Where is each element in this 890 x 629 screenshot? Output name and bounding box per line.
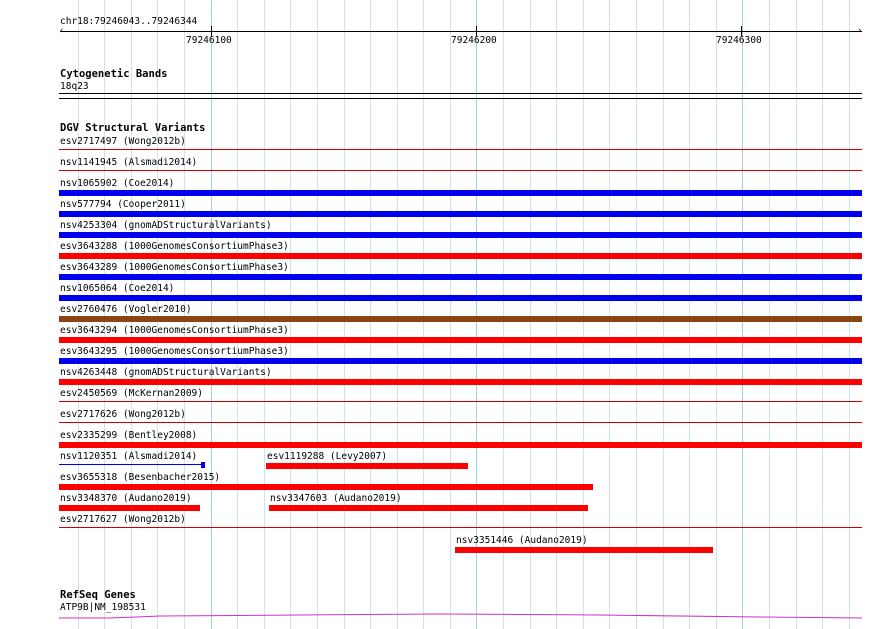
- variant-bar[interactable]: [455, 547, 713, 553]
- variant-label[interactable]: esv3643289 (1000GenomesConsortiumPhase3): [60, 262, 289, 273]
- cytoband-label[interactable]: 18q23: [60, 81, 89, 92]
- variant-bar[interactable]: [59, 505, 200, 511]
- variant-bar[interactable]: [59, 442, 862, 448]
- variant-label[interactable]: esv1119288 (Levy2007): [267, 451, 388, 462]
- variant-label[interactable]: nsv4263448 (gnomADStructuralVariants): [60, 367, 272, 378]
- track-title-cytoband: Cytogenetic Bands: [60, 68, 168, 80]
- variant-label[interactable]: esv2717627 (Wong2012b): [60, 514, 186, 525]
- variant-bar[interactable]: [59, 253, 862, 259]
- variant-label[interactable]: nsv577794 (Cooper2011): [60, 199, 186, 210]
- variant-bar[interactable]: [59, 190, 862, 196]
- variant-bar[interactable]: [59, 211, 862, 217]
- variant-label[interactable]: nsv1065902 (Coe2014): [60, 178, 175, 189]
- variant-bar[interactable]: [59, 401, 862, 402]
- variant-bar[interactable]: [59, 337, 862, 343]
- variant-label[interactable]: nsv4253304 (gnomADStructuralVariants): [60, 220, 272, 231]
- variant-bar[interactable]: [59, 232, 862, 238]
- track-title-dgv: DGV Structural Variants: [60, 122, 206, 134]
- variant-label[interactable]: esv2335299 (Bentley2008): [60, 430, 198, 441]
- variant-label[interactable]: esv3643295 (1000GenomesConsortiumPhase3): [60, 346, 289, 357]
- ruler-tick-label: 79246300: [716, 35, 762, 46]
- location-label: chr18:79246043..79246344: [60, 16, 198, 27]
- variant-label[interactable]: nsv1120351 (Alsmadi2014): [60, 451, 198, 462]
- variant-label[interactable]: esv3655318 (Besenbacher2015): [60, 472, 221, 483]
- variant-label[interactable]: esv3643288 (1000GenomesConsortiumPhase3): [60, 241, 289, 252]
- variant-bar[interactable]: [59, 316, 862, 322]
- variant-label[interactable]: nsv1141945 (Alsmadi2014): [60, 157, 198, 168]
- variant-bar[interactable]: [59, 527, 862, 528]
- variant-label[interactable]: esv2760476 (Vogler2010): [60, 304, 192, 315]
- refseq-gene-line[interactable]: [0, 610, 890, 622]
- ruler-left-arrow: ‹: [59, 26, 65, 36]
- variant-bar[interactable]: [269, 505, 588, 511]
- variant-bar[interactable]: [59, 358, 862, 364]
- variant-bar[interactable]: [59, 464, 205, 465]
- variant-label[interactable]: nsv3347603 (Audano2019): [270, 493, 402, 504]
- refseq-gene-label[interactable]: ATP9B|NM_198531: [60, 602, 146, 613]
- variant-bar[interactable]: [59, 170, 862, 171]
- variant-bar-end[interactable]: [201, 462, 205, 468]
- variant-label[interactable]: nsv1065064 (Coe2014): [60, 283, 175, 294]
- variant-label[interactable]: esv2717497 (Wong2012b): [60, 136, 186, 147]
- track-title-refseq: RefSeq Genes: [60, 589, 136, 601]
- variant-bar[interactable]: [59, 149, 862, 150]
- variant-label[interactable]: nsv3351446 (Audano2019): [456, 535, 588, 546]
- variant-bar[interactable]: [266, 463, 468, 469]
- ruler-tick-label: 79246200: [451, 35, 497, 46]
- variant-label[interactable]: esv2450569 (McKernan2009): [60, 388, 203, 399]
- variant-bar[interactable]: [59, 484, 593, 490]
- ruler-right-arrow: ›: [857, 26, 863, 36]
- cytoband-bar[interactable]: [59, 93, 862, 99]
- variant-label[interactable]: esv2717626 (Wong2012b): [60, 409, 186, 420]
- ruler-tick-label: 79246100: [186, 35, 232, 46]
- variant-bar[interactable]: [59, 274, 862, 280]
- variant-label[interactable]: nsv3348370 (Audano2019): [60, 493, 192, 504]
- variant-bar[interactable]: [59, 379, 862, 385]
- variant-label[interactable]: esv3643294 (1000GenomesConsortiumPhase3): [60, 325, 289, 336]
- variant-bar[interactable]: [59, 295, 862, 301]
- variant-bar[interactable]: [59, 422, 862, 423]
